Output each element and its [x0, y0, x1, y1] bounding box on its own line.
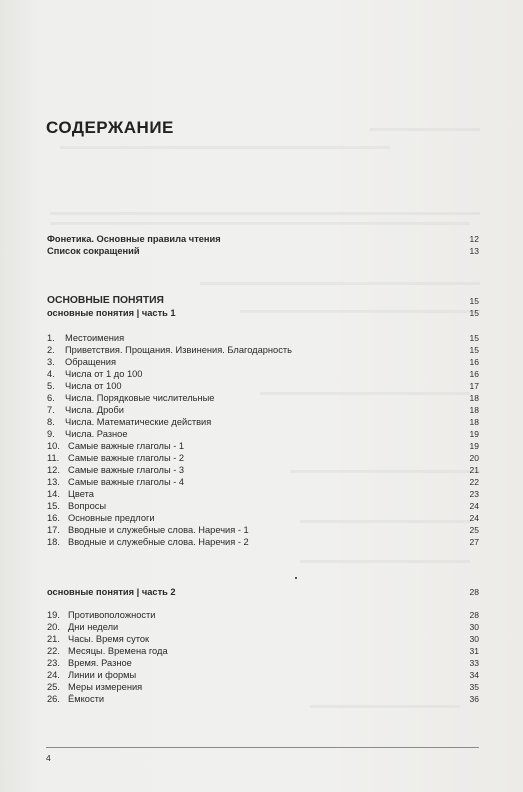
toc-item-label: Числа от 100	[65, 381, 122, 391]
page-title: СОДЕРЖАНИЕ	[46, 118, 174, 137]
toc-item[interactable]	[47, 380, 479, 392]
toc-item-label: Вопросы	[68, 501, 107, 511]
toc-item-label: Местоимения	[65, 333, 125, 343]
toc-item-page: 20	[469, 453, 479, 463]
toc-part-label: основные понятия | часть 1	[47, 308, 176, 318]
toc-item[interactable]	[47, 440, 479, 452]
toc-item-label: Месяцы. Времена года	[68, 646, 168, 656]
toc-item-label: Числа. Порядковые числительные	[65, 393, 215, 403]
toc-item-page: 30	[469, 634, 479, 644]
toc-item-page: 18	[469, 393, 479, 403]
toc-item-label: Самые важные глаголы - 2	[68, 453, 185, 463]
toc-item[interactable]	[47, 428, 479, 440]
toc-item-number: 19.	[47, 610, 60, 620]
toc-item-number: 5.	[47, 381, 55, 391]
toc-item-number: 4.	[47, 369, 55, 379]
toc-item[interactable]	[47, 681, 479, 693]
toc-item-number: 7.	[47, 405, 55, 415]
toc-item[interactable]	[47, 392, 479, 404]
toc-entry-label: Список сокращений	[47, 246, 140, 256]
toc-item-label: Обращения	[65, 357, 116, 367]
toc-item[interactable]	[47, 464, 479, 476]
toc-item[interactable]	[47, 476, 479, 488]
toc-item-label: Числа. Разное	[65, 429, 128, 439]
toc-item[interactable]	[47, 512, 479, 524]
toc-item-page: 28	[469, 610, 479, 620]
toc-item-number: 8.	[47, 417, 55, 427]
toc-entry-page: 15	[469, 296, 479, 306]
toc-item-number: 6.	[47, 393, 55, 403]
toc-entry-label: Фонетика. Основные правила чтения	[47, 234, 221, 244]
toc-item-label: Самые важные глаголы - 3	[68, 465, 185, 475]
toc-item-page: 24	[469, 513, 479, 523]
toc-item-page: 34	[469, 670, 479, 680]
toc-item-number: 18.	[47, 537, 60, 547]
toc-item[interactable]	[47, 657, 479, 669]
toc-item[interactable]	[47, 645, 479, 657]
toc-entry-page: 13	[469, 246, 479, 256]
toc-item-number: 9.	[47, 429, 55, 439]
toc-item[interactable]	[47, 524, 479, 536]
toc-item[interactable]	[47, 536, 479, 548]
toc-item[interactable]	[47, 693, 479, 705]
toc-entry-page: 15	[469, 308, 479, 318]
toc-item[interactable]	[47, 500, 479, 512]
toc-item[interactable]	[47, 633, 479, 645]
toc-item-page: 19	[469, 429, 479, 439]
toc-item-label: Вводные и служебные слова. Наречия - 1	[68, 525, 249, 535]
toc-item-number: 21.	[47, 634, 60, 644]
toc-item-number: 23.	[47, 658, 60, 668]
toc-entry-page: 12	[469, 234, 479, 244]
toc-part1-heading[interactable]	[47, 307, 479, 319]
toc-item-label: Часы. Время суток	[68, 634, 150, 644]
toc-item-label: Числа. Математические действия	[65, 417, 212, 427]
toc-item-page: 30	[469, 622, 479, 632]
toc-item-number: 11.	[47, 453, 60, 463]
toc-item-number: 12.	[47, 465, 60, 475]
toc-item-page: 31	[469, 646, 479, 656]
toc-item-number: 14.	[47, 489, 60, 499]
toc-item-page: 27	[469, 537, 479, 547]
toc-item-page: 35	[469, 682, 479, 692]
toc-item-number: 22.	[47, 646, 60, 656]
toc-item-page: 17	[469, 381, 479, 391]
toc-part-label: основные понятия | часть 2	[47, 587, 176, 597]
toc-item-label: Самые важные глаголы - 4	[68, 477, 185, 487]
toc-item[interactable]	[47, 609, 479, 621]
toc-item-label: Числа от 1 до 100	[65, 369, 143, 379]
toc-item-number: 15.	[47, 501, 60, 511]
toc-item-page: 25	[469, 525, 479, 535]
toc-item-page: 24	[469, 501, 479, 511]
toc-item-number: 3.	[47, 357, 55, 367]
toc-item[interactable]	[47, 404, 479, 416]
toc-item-page: 21	[469, 465, 479, 475]
toc-item[interactable]	[47, 356, 479, 368]
toc-item-page: 36	[469, 694, 479, 704]
toc-item-page: 19	[469, 441, 479, 451]
toc-item-label: Меры измерения	[68, 682, 143, 692]
toc-item-number: 24.	[47, 670, 60, 680]
toc-entry-abbreviations[interactable]	[47, 245, 479, 257]
toc-item[interactable]	[47, 344, 479, 356]
toc-item-page: 22	[469, 477, 479, 487]
toc-item-label: Вводные и служебные слова. Наречия - 2	[68, 537, 249, 547]
toc-item-page: 18	[469, 417, 479, 427]
toc-item[interactable]	[47, 669, 479, 681]
toc-item-number: 10.	[47, 441, 60, 451]
toc-section-label: ОСНОВНЫЕ ПОНЯТИЯ	[47, 295, 164, 306]
toc-item-number: 13.	[47, 477, 60, 487]
toc-item-number: 1.	[47, 333, 55, 343]
toc-entry-phonetics[interactable]	[47, 233, 479, 245]
toc-item-page: 23	[469, 489, 479, 499]
toc-item-number: 25.	[47, 682, 60, 692]
toc-item-label: Дни недели	[68, 622, 119, 632]
toc-item-label: Основные предлоги	[68, 513, 155, 523]
toc-item[interactable]	[47, 621, 479, 633]
toc-item-label: Ёмкости	[68, 694, 105, 704]
toc-item-label: Приветствия. Прощания. Извинения. Благодарность	[65, 345, 292, 355]
toc-entry-page: 28	[469, 587, 479, 597]
toc-item[interactable]	[47, 452, 479, 464]
page-number: 4	[46, 753, 51, 763]
toc-item-page: 15	[469, 333, 479, 343]
toc-item-number: 17.	[47, 525, 60, 535]
toc-item[interactable]	[47, 488, 479, 500]
toc-item-number: 20.	[47, 622, 60, 632]
toc-item-label: Время. Разное	[68, 658, 132, 668]
toc-part2-heading[interactable]	[47, 586, 479, 598]
toc-item-number: 16.	[47, 513, 60, 523]
footer-divider	[46, 747, 479, 748]
toc-item-page: 18	[469, 405, 479, 415]
toc-item-label: Линии и формы	[68, 670, 137, 680]
toc-item-label: Числа. Дроби	[65, 405, 124, 415]
toc-item[interactable]	[47, 416, 479, 428]
toc-item-page: 33	[469, 658, 479, 668]
toc-item-label: Цвета	[68, 489, 94, 499]
toc-item-page: 16	[469, 357, 479, 367]
toc-item-page: 16	[469, 369, 479, 379]
toc-item-label: Противоположности	[68, 610, 156, 620]
toc-section-main[interactable]	[47, 295, 479, 307]
toc-item-number: 2.	[47, 345, 55, 355]
toc-item-number: 26.	[47, 694, 60, 704]
toc-item[interactable]	[47, 368, 479, 380]
toc-item[interactable]	[47, 332, 479, 344]
toc-item-label: Самые важные глаголы - 1	[68, 441, 185, 451]
toc-item-page: 15	[469, 345, 479, 355]
speck	[295, 577, 297, 579]
